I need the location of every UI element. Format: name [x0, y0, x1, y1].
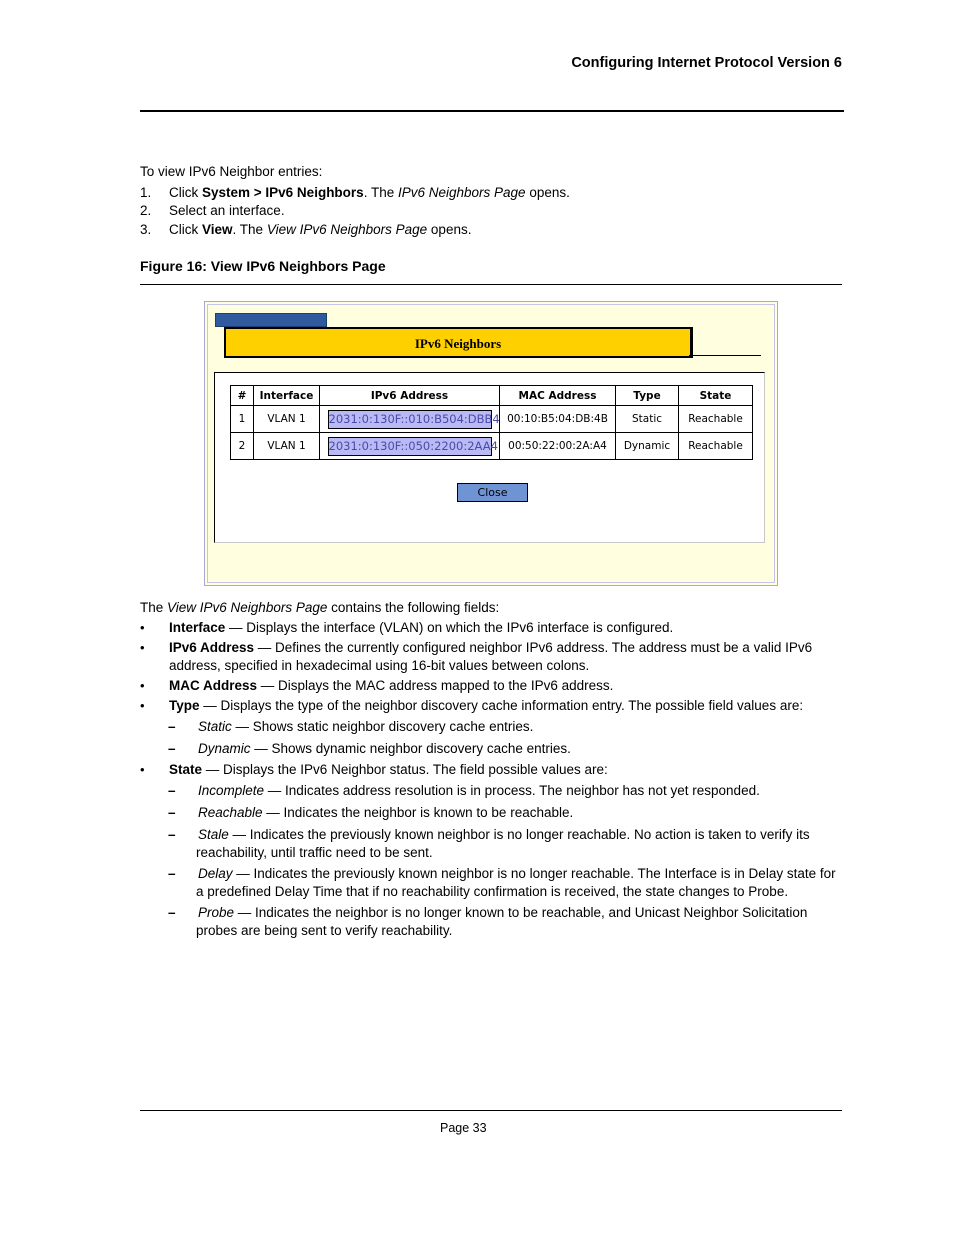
- cell-mac-address: 00:10:B5:04:DB:4B: [500, 406, 616, 433]
- dash-icon: –: [168, 805, 176, 820]
- col-header-number: #: [231, 386, 254, 406]
- cell-type: Static: [616, 406, 679, 433]
- step-text: Click View. The View IPv6 Neighbors Page opens.: [169, 222, 472, 237]
- fields-intro: The View IPv6 Neighbors Page contains the following fields:: [140, 600, 500, 615]
- header-rule: [140, 110, 844, 112]
- running-header: Configuring Internet Protocol Version 6: [571, 55, 842, 71]
- cell-ipv6-address: [320, 406, 500, 433]
- step-number: 3.: [140, 222, 152, 237]
- table-header-row: [231, 386, 753, 406]
- footer-rule: [140, 1110, 842, 1111]
- cell-interface: VLAN 1: [254, 433, 320, 460]
- ipv6-address-field[interactable]: 2031:0:130F::010:B504:DBB4: [328, 410, 492, 429]
- cell-state: Reachable: [679, 433, 753, 460]
- banner-underline: [689, 355, 761, 356]
- step-text: Select an interface.: [169, 203, 285, 218]
- step-number: 2.: [140, 203, 152, 218]
- bullet-icon: •: [140, 698, 145, 713]
- page-number: Page 33: [440, 1121, 487, 1135]
- bullet-icon: •: [140, 678, 145, 693]
- page-banner: [224, 327, 693, 358]
- neighbors-panel: [214, 372, 765, 543]
- cell-interface: VLAN 1: [254, 406, 320, 433]
- figure-rule: [140, 284, 842, 285]
- col-header-interface: Interface: [254, 386, 320, 406]
- bullet-icon: •: [140, 620, 145, 635]
- cell-state: Reachable: [679, 406, 753, 433]
- dash-icon: –: [168, 783, 176, 798]
- ipv6-neighbors-screenshot: [204, 301, 778, 586]
- cell-number: 2: [231, 433, 254, 460]
- cell-ipv6-address: [320, 433, 500, 460]
- bullet-icon: •: [140, 640, 145, 655]
- cell-type: Dynamic: [616, 433, 679, 460]
- dash-icon: –: [168, 741, 176, 756]
- bullet-icon: •: [140, 762, 145, 777]
- banner-title: IPv6 Neighbors: [414, 336, 502, 351]
- cell-number: 1: [231, 406, 254, 433]
- dash-icon: –: [168, 866, 176, 881]
- cell-mac-address: 00:50:22:00:2A:A4: [500, 433, 616, 460]
- table-row[interactable]: [231, 406, 753, 433]
- col-header-ipv6-address: IPv6 Address: [320, 386, 500, 406]
- neighbors-table: [230, 385, 753, 460]
- col-header-state: State: [679, 386, 753, 406]
- col-header-type: Type: [616, 386, 679, 406]
- dash-icon: –: [168, 827, 176, 842]
- ipv6-address-field[interactable]: 2031:0:130F::050:2200:2AA4: [328, 437, 492, 456]
- figure-title: Figure 16: View IPv6 Neighbors Page: [140, 258, 386, 274]
- table-row[interactable]: [231, 433, 753, 460]
- col-header-mac-address: MAC Address: [500, 386, 616, 406]
- dash-icon: –: [168, 719, 176, 734]
- step-number: 1.: [140, 185, 152, 200]
- procedure-intro: To view IPv6 Neighbor entries:: [140, 164, 323, 179]
- dash-icon: –: [168, 905, 176, 920]
- step-text: Click System > IPv6 Neighbors. The IPv6 Neighbors Page opens.: [169, 185, 570, 200]
- tab-strip: [215, 313, 327, 327]
- close-button[interactable]: Close: [457, 483, 528, 502]
